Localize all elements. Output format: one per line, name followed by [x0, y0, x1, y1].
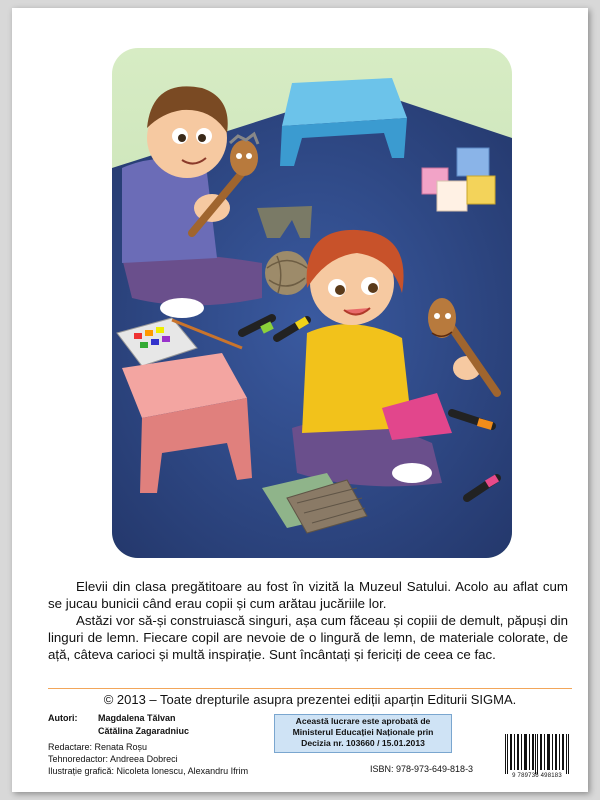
- author-name: Cătălina Zagaradniuc: [98, 726, 190, 736]
- illustration-credit: Ilustrație grafică: Nicoleta Ionescu, Alexandru Ifrim: [48, 766, 249, 776]
- approval-line: Această lucrare este aprobată de: [295, 716, 431, 726]
- authors-label: Autori:: [48, 713, 78, 723]
- yarn-ball-icon: [265, 251, 309, 295]
- copyright-notice: © 2013 – Toate drepturile asupra prezentei ediții aparțin Editurii SIGMA.: [103, 692, 517, 707]
- book-back-cover: [12, 8, 588, 792]
- ministry-approval-box: [274, 714, 452, 753]
- divider-line: [48, 688, 572, 689]
- illustration-children-making-spoon-dolls: [112, 48, 512, 558]
- story-paragraph-2: Astăzi vor să-și construiască singuri, așa cum făceau și copiii de demult, păpuși din linguri de lemn. Fiecare copil are nevoie de o lingură de lemn, de materiale colorate, de ață, câteva carioci și multă inspirație. Sunt încântați și fericiți de ceea ce fac.: [48, 613, 568, 662]
- isbn-number: ISBN: 978-973-649-818-3: [370, 764, 474, 774]
- barcode-digits: 9 789736 498183: [512, 773, 562, 779]
- approval-line: Decizia nr. 103660 / 15.01.2013: [301, 738, 425, 748]
- tech-editor-credit: Tehnoredactor: Andreea Dobreci: [48, 754, 178, 764]
- approval-line: Ministerul Educației Naționale prin: [292, 727, 434, 737]
- story-text: [48, 578, 568, 663]
- story-paragraph-1: Elevii din clasa pregătitoare au fost în vizită la Muzeul Satului. Acolo au aflat cum se jucau bunicii când erau copii și cum arătau jucăriile lor.: [48, 579, 568, 611]
- author-name: Magdalena Tălvan: [98, 713, 176, 723]
- editor-credit: Redactare: Renata Roșu: [48, 742, 148, 752]
- barcode-icon: [504, 734, 570, 774]
